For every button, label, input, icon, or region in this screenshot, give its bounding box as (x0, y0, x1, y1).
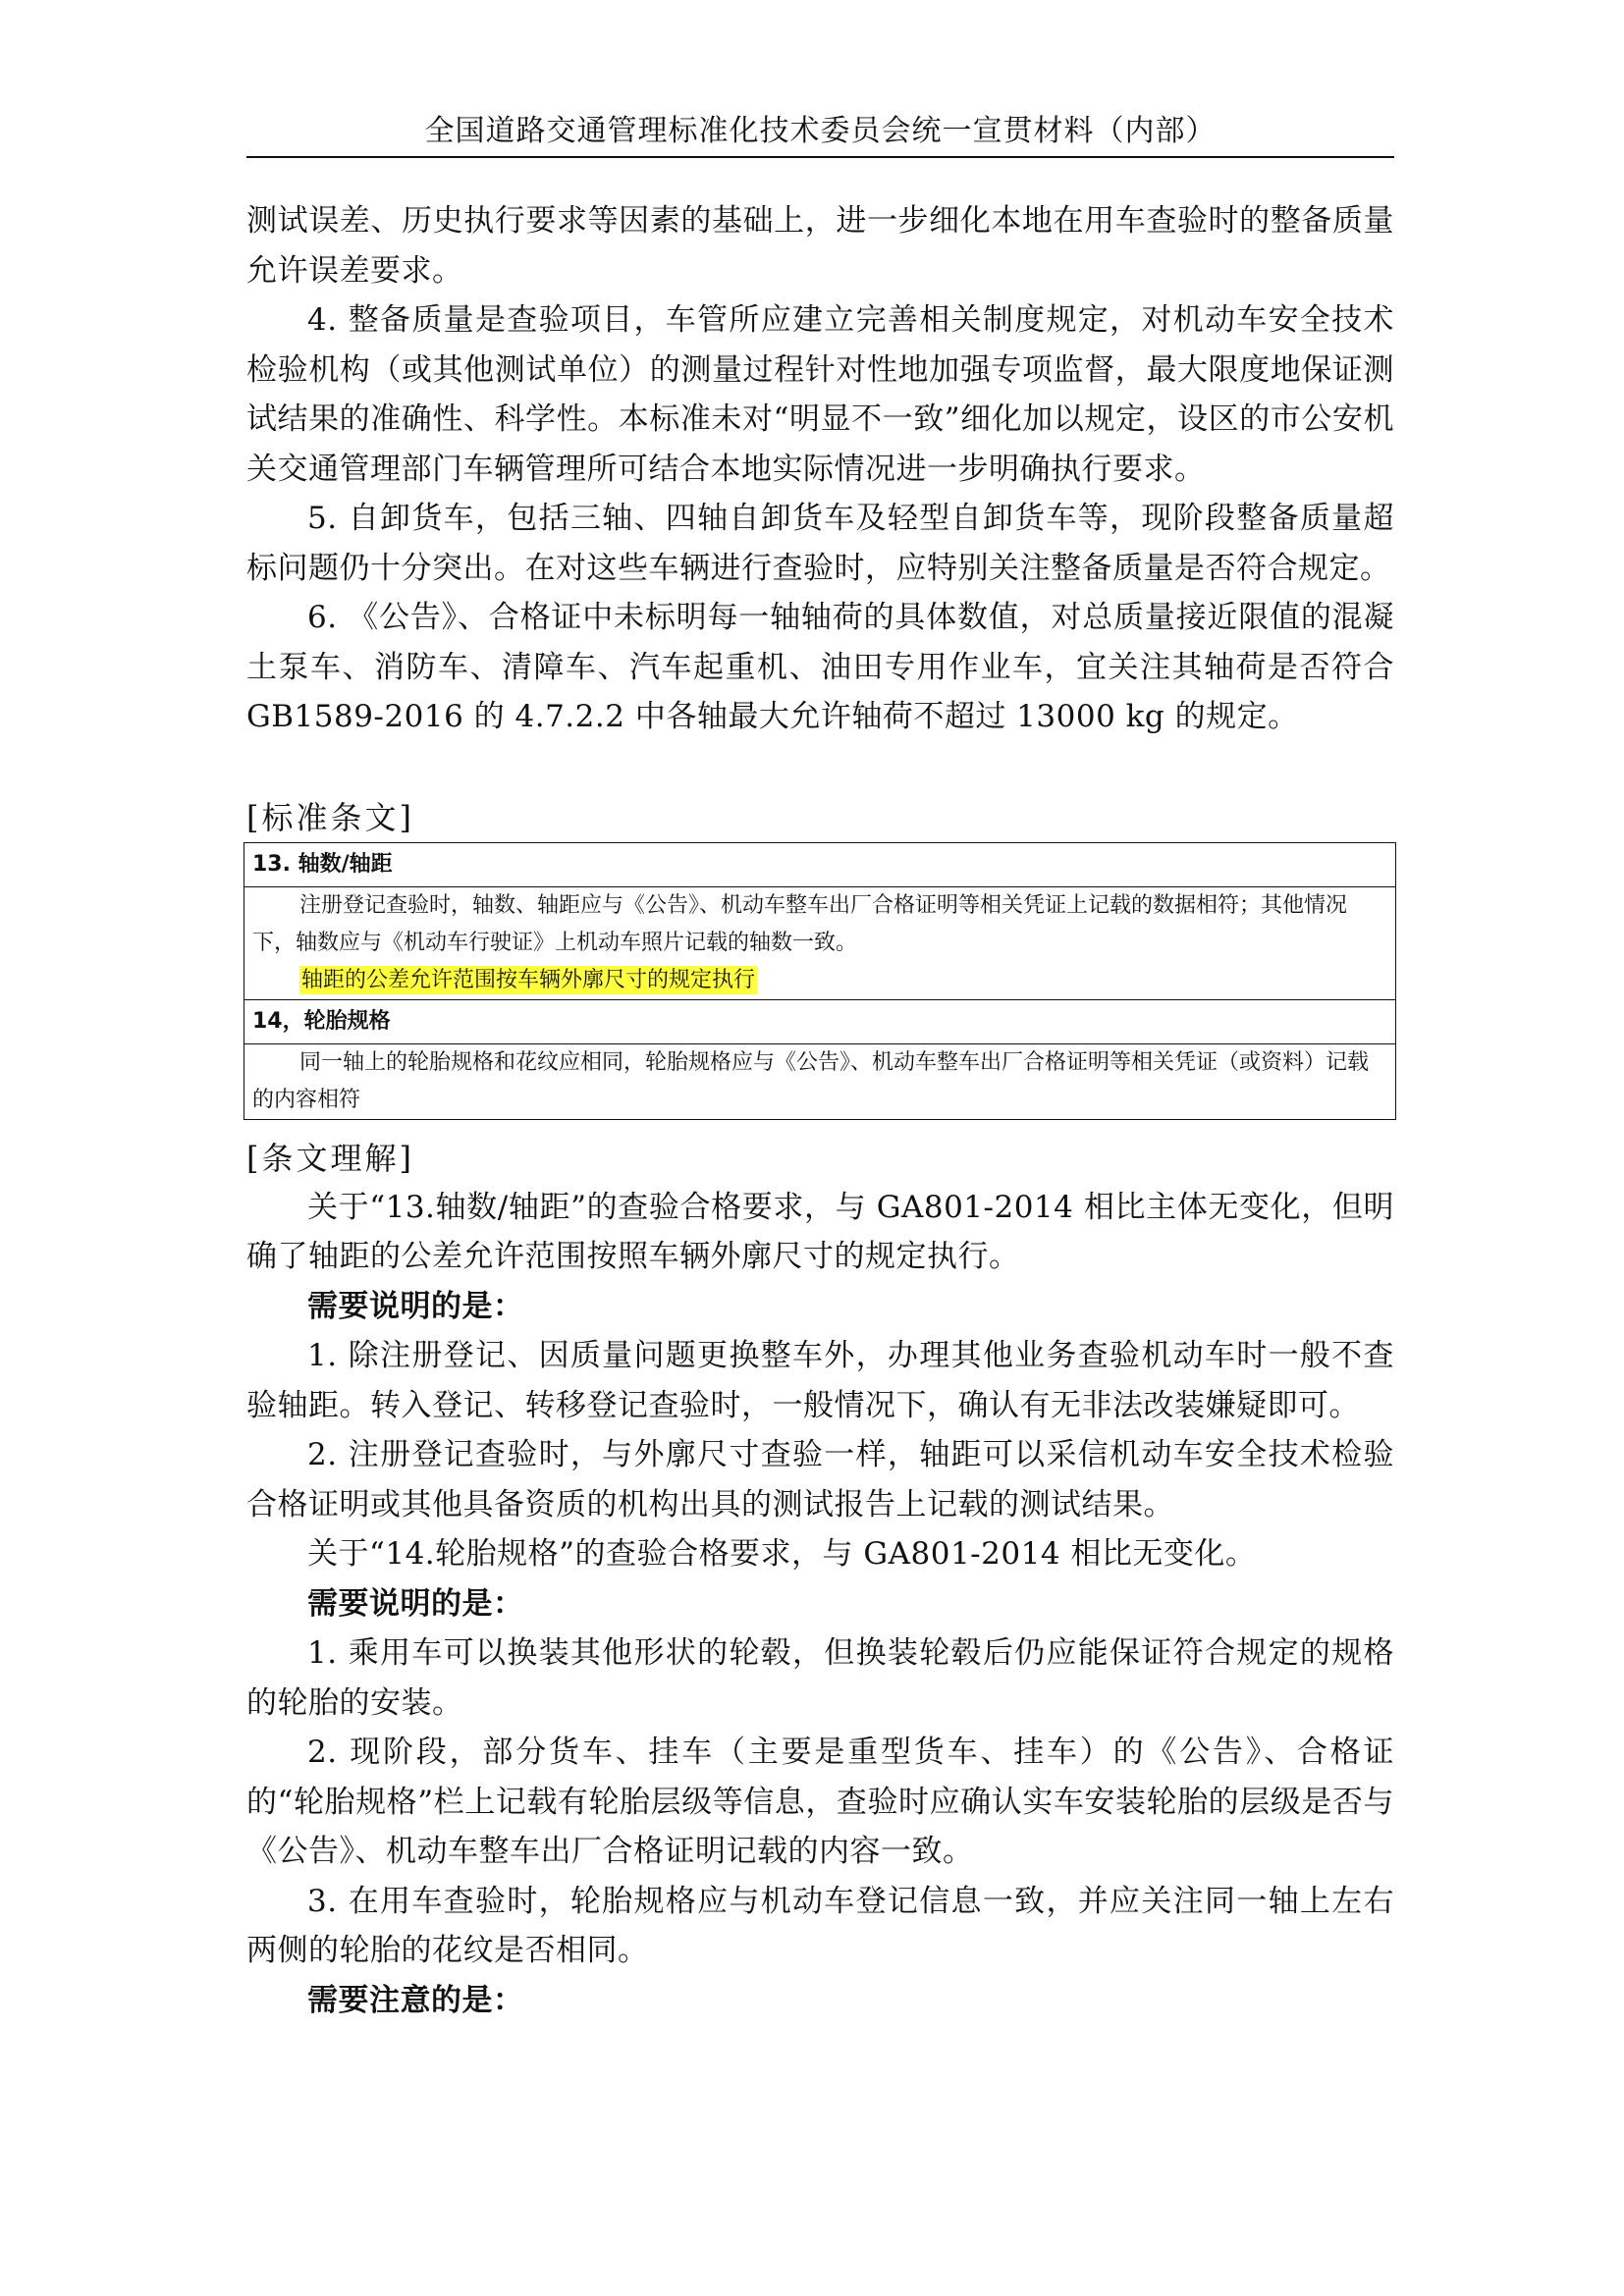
clause-14-body (244, 1043, 1396, 1119)
clause-13-heading: 13. 轴数/轴距 (244, 842, 1396, 886)
clause-14-text: 同一轴上的轮胎规格和花纹应相同，轮胎规格应与《公告》、机动车整车出厂合格证明等相关凭证（或资料）记载的内容相符 (252, 1049, 1370, 1112)
paragraph-item-6: 6. 《公告》、合格证中未标明每一轴轴荷的具体数值，对总质量接近限值的混凝土泵车、消防车、清障车、汽车起重机、油田专用作业车，宜关注其轴荷是否符合GB1589-2016 的 4.7.2.2 中各轴最大允许轴荷不超过 13000 kg 的规定。 (246, 600, 1394, 734)
clause-13-body (244, 886, 1396, 999)
note-heading-1: 需要说明的是： (307, 1288, 524, 1324)
note-1-item-1: 1. 除注册登记、因质量问题更换整车外，办理其他业务查验机动车时一般不查验轴距。转入登记、转移登记查验时，一般情况下，确认有无非法改装嫌疑即可。 (246, 1338, 1394, 1423)
standard-clause-table (244, 842, 1396, 1120)
understanding-tag: [条文理解] (246, 1139, 414, 1177)
clause-13-text: 注册登记查验时，轴数、轴距应与《公告》、机动车整车出厂合格证明等相关凭证上记载的数据相符；其他情况下，轴数应与《机动车行驶证》上机动车照片记载的轴数一致。 (252, 892, 1348, 955)
paragraph-13-understanding: 关于“13.轴数/轴距”的查验合格要求，与 GA801-2014 相比主体无变化，但明确了轴距的公差允许范围按照车辆外廓尺寸的规定执行。 (246, 1189, 1394, 1274)
attention-heading: 需要注意的是： (307, 1982, 524, 2018)
note-2-item-3: 3. 在用车查验时，轮胎规格应与机动车登记信息一致，并应关注同一轴上左右两侧的轮胎的花纹是否相同。 (246, 1883, 1394, 1968)
paragraph-14-understanding: 关于“14.轮胎规格”的查验合格要求，与 GA801-2014 相比无变化。 (307, 1536, 1257, 1572)
document-body (246, 196, 1394, 2025)
note-heading-2: 需要说明的是： (307, 1585, 524, 1622)
clause-14-heading: 14，轮胎规格 (244, 999, 1396, 1043)
header-rule (246, 156, 1394, 158)
clause-13-highlight-line (252, 962, 1387, 999)
note-2-item-1: 1. 乘用车可以换装其他形状的轮毂，但换装轮毂后仍应能保证符合规定的规格的轮胎的安装。 (246, 1635, 1394, 1721)
note-1-item-2: 2. 注册登记查验时，与外廓尺寸查验一样，轴距可以采信机动车安全技术检验合格证明或其他具备资质的机构出具的测试报告上记载的测试结果。 (246, 1437, 1394, 1522)
paragraph-item-5: 5. 自卸货车，包括三轴、四轴自卸货车及轻型自卸货车等，现阶段整备质量超标问题仍十分突出。在对这些车辆进行查验时，应特别关注整备质量是否符合规定。 (246, 501, 1394, 586)
standard-clause-tag: [标准条文] (246, 798, 414, 836)
paragraph-continuation: 测试误差、历史执行要求等因素的基础上，进一步细化本地在用车查验时的整备质量允许误差要求。 (246, 203, 1394, 289)
highlighted-text: 轴距的公差允许范围按车辆外廓尺寸的规定执行 (301, 967, 756, 992)
note-2-item-2: 2. 现阶段，部分货车、挂车（主要是重型货车、挂车）的《公告》、合格证的“轮胎规格”栏上记载有轮胎层级等信息，查验时应确认实车安装轮胎的层级是否与《公告》、机动车整车出厂合格证明记载的内容一致。 (246, 1735, 1394, 1869)
paragraph-item-4: 4. 整备质量是查验项目，车管所应建立完善相关制度规定，对机动车安全技术检验机构（或其他测试单位）的测量过程针对性地加强专项监督，最大限度地保证测试结果的准确性、科学性。本标准未对“明显不一致”细化加以规定，设区的市公安机关交通管理部门车辆管理所可结合本地实际情况进一步明确执行要求。 (246, 302, 1394, 487)
page-header: 全国道路交通管理标准化技术委员会统一宣贯材料（内部） (424, 114, 1217, 148)
